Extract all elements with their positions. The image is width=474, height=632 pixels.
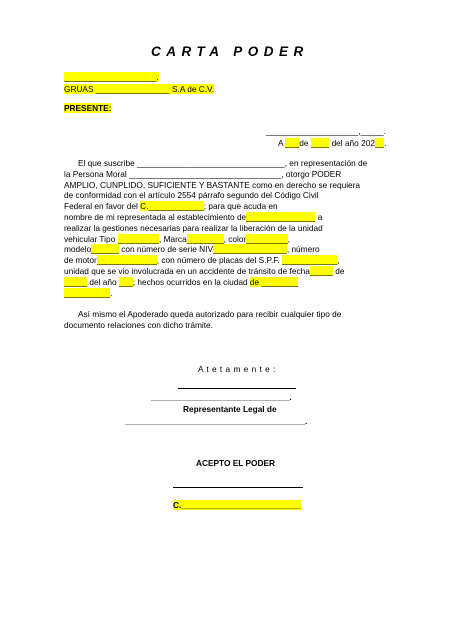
representative-label: Representante Legal de	[183, 404, 277, 414]
numero-after: , número	[286, 244, 320, 255]
date-place-blank: ____________________,_____.	[266, 126, 386, 136]
date-month-blank: ____	[310, 138, 330, 148]
color-field: _________	[246, 233, 288, 244]
accept-label: ACEPTO EL PODER	[196, 458, 275, 468]
body-row-10	[64, 255, 410, 266]
second-paragraph	[64, 309, 410, 331]
fecha-mes-field: _____	[64, 276, 88, 287]
body-row-1: El que suscribe ________________________________, en representación de	[78, 158, 368, 168]
signature-line-2: ______________________________.	[151, 392, 292, 402]
body-row-11	[64, 266, 410, 277]
motor-label: de motor	[64, 255, 97, 266]
body-row-4: de conformidad con el artículo 2554 párrafo segundo del Código Civil	[64, 190, 319, 201]
placas-field: ____________	[282, 255, 338, 266]
addressee-company	[64, 84, 214, 94]
page-title: CARTA PODER	[151, 44, 309, 59]
accidente-text: unidad que se vio involucrada en un accidente de tránsito de fecha	[64, 265, 310, 276]
fecha-de: de	[332, 265, 345, 276]
favor-after: ; para que acuda en	[203, 201, 278, 212]
addressee-name-blank: ____________________.	[64, 72, 159, 82]
ciudad-end: .	[110, 287, 113, 298]
placas-after: ,	[337, 255, 340, 266]
hechos-text: ; hechos ocurridos en la ciudad	[132, 276, 250, 287]
marca-field: ________	[186, 233, 224, 244]
body-row-2: la Persona Moral _________________________________, otorgo PODER	[64, 168, 342, 179]
body-row-12	[64, 277, 410, 288]
greeting: PRESENTE:	[64, 103, 112, 113]
body-row-13	[64, 288, 410, 299]
body-row-3: AMPLIO, CUNPLIDO, SUFICIENTE Y BASTANTE como en derecho se requiera	[64, 179, 361, 190]
serie-label: con número de serie NIV	[118, 244, 213, 255]
body-row-8	[64, 234, 410, 245]
motor-field: _____________	[96, 255, 157, 266]
modelo-label: modelo	[64, 244, 92, 255]
date-end: .	[384, 138, 387, 148]
color-after: ,	[287, 233, 291, 244]
body-row-7: realizar la gestiones necesarias para realizar la liberación de la unidad	[64, 222, 323, 233]
modelo-field: ______	[91, 244, 119, 255]
date-a-label: A	[278, 138, 284, 148]
establecimiento-field: _______________	[246, 211, 316, 222]
date-de: de	[299, 138, 309, 148]
placas-label: , con número de placas del S.P.F.	[156, 255, 283, 266]
signature-line	[178, 388, 296, 389]
date-year-blank: __	[374, 138, 385, 148]
date-year-label: del año 202	[331, 138, 375, 148]
paragraph2-row-1: Así mismo el Apoderado queda autorizado para recibir cualquier tipo de	[78, 309, 342, 319]
tipo-field: _________	[117, 233, 160, 244]
body-row-6	[64, 212, 410, 223]
del-ano: del año	[87, 276, 119, 287]
company-suffix: S.A de C.V.	[171, 84, 215, 94]
favor-label: Federal en favor del	[64, 201, 141, 212]
body-paragraph	[64, 158, 410, 298]
body-row-5	[64, 201, 410, 212]
fecha-dia-field: _____	[309, 265, 333, 276]
color-label: , color	[223, 233, 247, 244]
vehicular-label: vehicular Tipo	[64, 233, 118, 244]
date-day-blank: ___	[285, 138, 300, 148]
favor-name-field: C.____________	[140, 201, 204, 212]
company-blank: ________________	[95, 84, 170, 94]
company-prefix: GRUAS	[64, 84, 94, 94]
accept-name-field: C.__________________________	[173, 500, 302, 510]
body-row-9	[64, 244, 410, 255]
date-line	[278, 138, 386, 148]
closing: A t e t a m e n t e :	[198, 364, 276, 374]
fecha-ano-field: ___	[118, 276, 133, 287]
nombre-before: nombre de mi representada al establecimiento de	[64, 211, 247, 222]
nombre-after: a	[315, 211, 323, 222]
ciudad-field: de ________	[249, 276, 299, 287]
paragraph2-row-2: documento relaciones con dicho trámite.	[64, 319, 213, 330]
marca-label: , Marca	[159, 233, 187, 244]
accept-signature-line	[173, 487, 303, 488]
serie-field: ________________	[212, 244, 287, 255]
ciudad-field-cont: __________	[64, 287, 111, 298]
representative-blank: _______________________________________.	[125, 416, 308, 426]
